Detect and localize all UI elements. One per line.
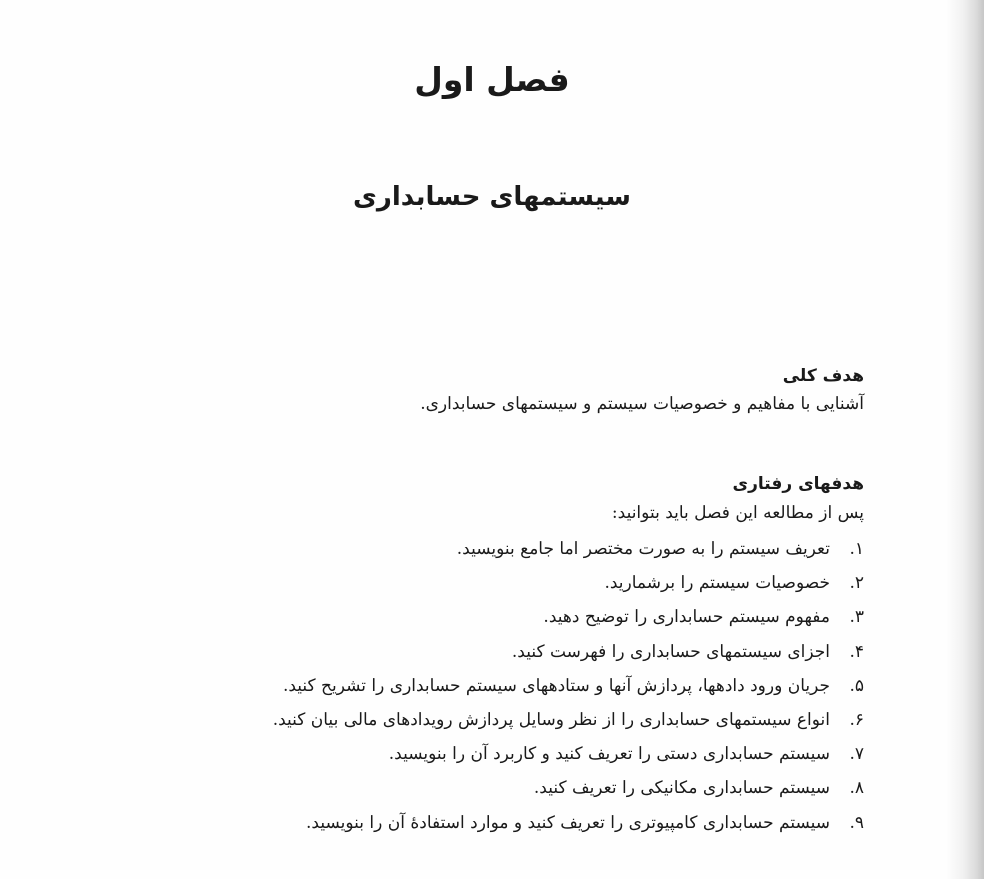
chapter-subtitle: سیستمهای حسابداری (353, 182, 631, 212)
objectives-list (104, 532, 864, 840)
list-item-number: ۷. (849, 744, 864, 765)
page-edge-shadow (946, 0, 984, 879)
list-item-text: مفهوم سیستم حسابداری را توضیح دهید. (543, 607, 830, 628)
list-item-text: تعریف سیستم را به صورت مختصر اما جامع بنویسید. (456, 539, 830, 559)
list-item (104, 669, 864, 703)
list-item-text: انواع سیستمهای حسابداری را از نظر وسایل پردازش رویدادهای مالی بیان کنید. (272, 710, 830, 731)
list-item-number: ۲. (849, 573, 864, 594)
list-item (104, 737, 864, 771)
behavioral-goals-intro: پس از مطالعه این فصل باید بتوانید: (611, 503, 864, 523)
behavioral-goals-section (104, 470, 864, 840)
list-item-text: سیستم حسابداری کامپیوتری را تعریف کنید و موارد استفادهٔ آن را بنویسید. (306, 812, 830, 833)
list-item-number: ۸. (849, 778, 864, 799)
general-goal-text: آشنایی با مفاهیم و خصوصیات سیستم و سیستمهای حسابداری. (420, 394, 864, 414)
list-item-text: جریان ورود دادهها، پردازش آنها و ستادههای سیستم حسابداری را تشریح کنید. (282, 675, 830, 696)
list-item-text: خصوصیات سیستم را برشمارید. (604, 573, 830, 594)
general-goal-heading: هدف کلی (782, 366, 864, 386)
list-item (104, 600, 864, 634)
general-goal-section (204, 362, 864, 418)
list-item-number: ۹. (849, 812, 864, 833)
list-item (104, 806, 864, 840)
list-item-number: ۱. (849, 539, 864, 559)
chapter-title: فصل اول (414, 60, 570, 99)
list-item-number: ۶. (849, 710, 864, 731)
list-item-number: ۴. (849, 641, 864, 662)
list-item (104, 566, 864, 600)
list-item (104, 771, 864, 805)
list-item (104, 703, 864, 737)
list-item-text: اجزای سیستمهای حسابداری را فهرست کنید. (511, 641, 830, 662)
list-item (104, 635, 864, 669)
list-item-text: سیستم حسابداری دستی را تعریف کنید و کاربرد آن را بنویسید. (388, 744, 830, 765)
list-item-number: ۵. (849, 675, 864, 696)
list-item (104, 532, 864, 566)
list-item-number: ۳. (849, 607, 864, 628)
list-item-text: سیستم حسابداری مکانیکی را تعریف کنید. (533, 778, 830, 799)
behavioral-goals-heading: هدفهای رفتاری (732, 474, 864, 494)
